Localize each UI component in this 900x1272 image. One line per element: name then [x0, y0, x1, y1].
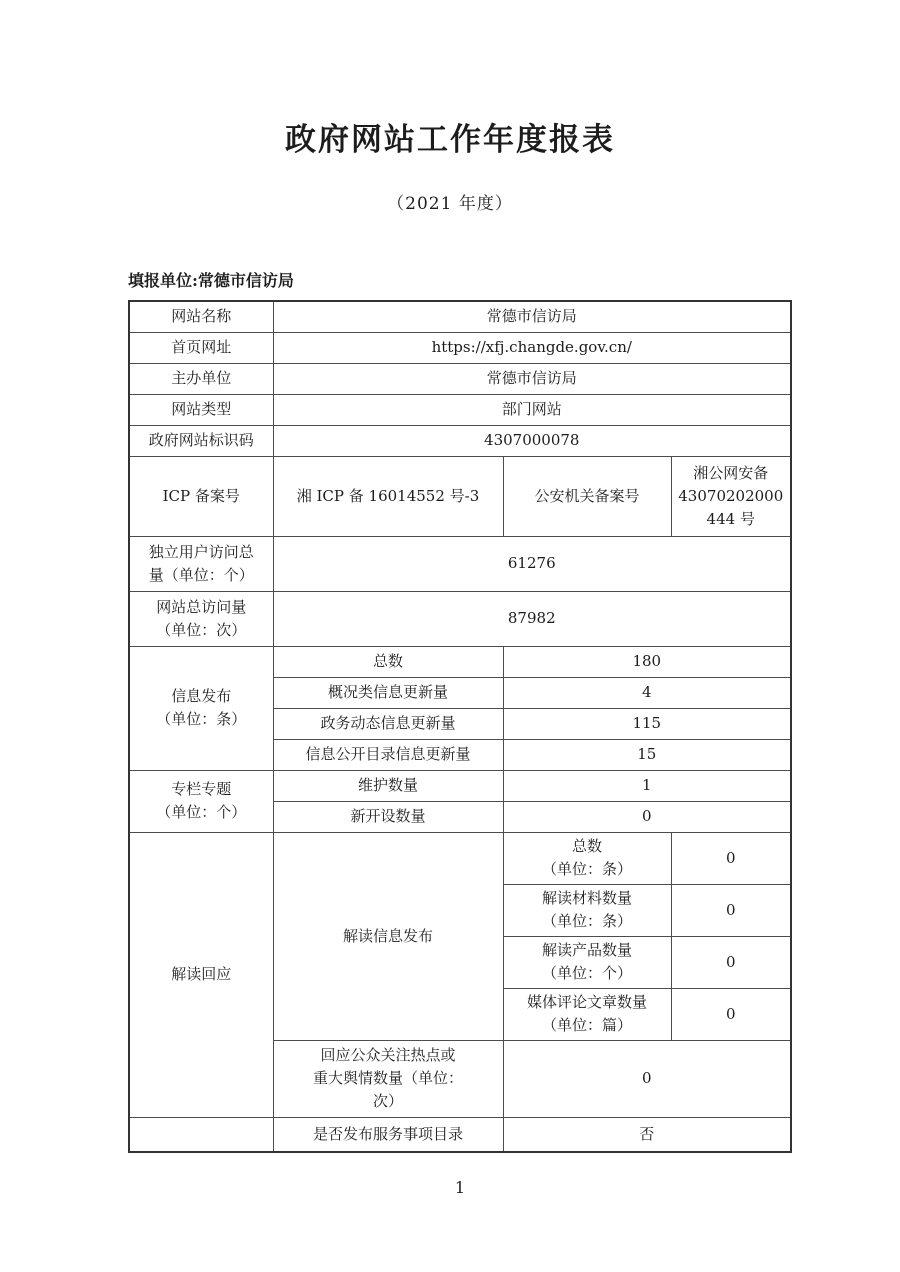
info-total-label-cell: 总数 — [273, 646, 503, 677]
police-record-line: 444 号 — [706, 509, 755, 528]
label-line: 重大舆情数量（单位： — [312, 1069, 463, 1087]
page-number: 1 — [454, 1178, 466, 1197]
service-group-empty-cell — [129, 1117, 273, 1152]
label-line: 量（单位：个） — [148, 565, 254, 584]
police-record-line: 湘公网安备 — [693, 463, 769, 482]
info-dynamics-value-cell: 115 — [503, 708, 791, 739]
organizer-label-cell: 主办单位 — [129, 363, 273, 394]
label-line: （单位：条） — [156, 710, 247, 728]
interp-media-value-cell: 0 — [671, 988, 791, 1040]
label-line: 解读产品数量 — [541, 941, 632, 959]
organizer-value-cell: 常德市信访局 — [273, 363, 791, 394]
info-directory-value-cell: 15 — [503, 739, 791, 770]
interp-total-value-cell: 0 — [671, 832, 791, 884]
maintain-count-value-cell: 1 — [503, 770, 791, 801]
label-line: （单位：篇） — [541, 1016, 632, 1034]
interp-material-value-cell: 0 — [671, 884, 791, 936]
site-id-value-cell: 4307000078 — [273, 425, 791, 456]
table-row — [129, 332, 791, 363]
special-columns-group-cell — [129, 770, 273, 832]
unique-visitors-row — [129, 536, 791, 591]
table-row — [129, 301, 791, 332]
site-name-label-cell: 网站名称 — [129, 301, 273, 332]
label-line: （单位：条） — [541, 860, 632, 878]
info-dynamics-label-cell: 政务动态信息更新量 — [273, 708, 503, 739]
table-row — [129, 394, 791, 425]
hotspot-value-cell: 0 — [503, 1040, 791, 1117]
total-visits-value-cell: 87982 — [273, 591, 791, 646]
label-line: 独立用户访问总 — [148, 542, 254, 561]
homepage-url-value-cell: https://xfj.changde.gov.cn/ — [273, 332, 791, 363]
page-title: 政府网站工作年度报表 — [285, 122, 615, 158]
interpretation-publish-cell: 解读信息发布 — [273, 832, 503, 1040]
interp-total-label-cell — [503, 832, 671, 884]
info-total-value-cell: 180 — [503, 646, 791, 677]
special-columns-row — [129, 770, 791, 801]
site-type-value-cell: 部门网站 — [273, 394, 791, 425]
label-line: （单位：次） — [156, 620, 247, 639]
new-count-value-cell: 0 — [503, 801, 791, 832]
interp-product-value-cell: 0 — [671, 936, 791, 988]
label-line: 网站总访问量 — [156, 597, 247, 616]
table-row — [129, 363, 791, 394]
page-subtitle: （2021 年度） — [387, 194, 513, 214]
label-line: 次） — [372, 1092, 403, 1110]
icp-value-cell: 湘 ICP 备 16014552 号-3 — [273, 456, 503, 536]
service-value-cell: 否 — [503, 1117, 791, 1152]
unique-visitors-label-cell — [129, 536, 273, 591]
new-count-label-cell: 新开设数量 — [273, 801, 503, 832]
site-id-label-cell: 政府网站标识码 — [129, 425, 273, 456]
label-line: （单位：个） — [541, 964, 632, 982]
site-name-value-cell: 常德市信访局 — [273, 301, 791, 332]
info-publish-row — [129, 646, 791, 677]
service-label-cell: 是否发布服务事项目录 — [273, 1117, 503, 1152]
police-record-value-cell — [671, 456, 791, 536]
label-line: 解读材料数量 — [541, 889, 632, 907]
label-line: 媒体评论文章数量 — [526, 993, 647, 1011]
info-overview-label-cell: 概况类信息更新量 — [273, 677, 503, 708]
interp-media-label-cell — [503, 988, 671, 1040]
homepage-url-label-cell: 首页网址 — [129, 332, 273, 363]
icp-label-cell: ICP 备案号 — [129, 456, 273, 536]
site-type-label-cell: 网站类型 — [129, 394, 273, 425]
info-directory-label-cell: 信息公开目录信息更新量 — [273, 739, 503, 770]
interpretation-group-cell: 解读回应 — [129, 832, 273, 1117]
hotspot-label-cell — [273, 1040, 503, 1117]
label-line: 专栏专题 — [171, 780, 232, 798]
info-overview-value-cell: 4 — [503, 677, 791, 708]
icp-row — [129, 456, 791, 536]
total-visits-label-cell — [129, 591, 273, 646]
unique-visitors-value-cell: 61276 — [273, 536, 791, 591]
annual-report-table — [128, 300, 792, 1153]
interpretation-row — [129, 832, 791, 884]
interp-material-label-cell — [503, 884, 671, 936]
interp-product-label-cell — [503, 936, 671, 988]
label-line: （单位：个） — [156, 803, 247, 821]
police-record-label-cell: 公安机关备案号 — [503, 456, 671, 536]
table-row — [129, 425, 791, 456]
total-visits-row — [129, 591, 791, 646]
service-row — [129, 1117, 791, 1152]
info-publish-group-cell — [129, 646, 273, 770]
label-line: 信息发布 — [171, 687, 232, 705]
police-record-line: 43070202000 — [678, 486, 784, 505]
label-line: 回应公众关注热点或 — [320, 1046, 456, 1064]
label-line: 总数 — [571, 837, 602, 855]
label-line: （单位：条） — [541, 912, 632, 930]
reporting-unit: 填报单位:常德市信访局 — [128, 271, 294, 290]
maintain-count-label-cell: 维护数量 — [273, 770, 503, 801]
